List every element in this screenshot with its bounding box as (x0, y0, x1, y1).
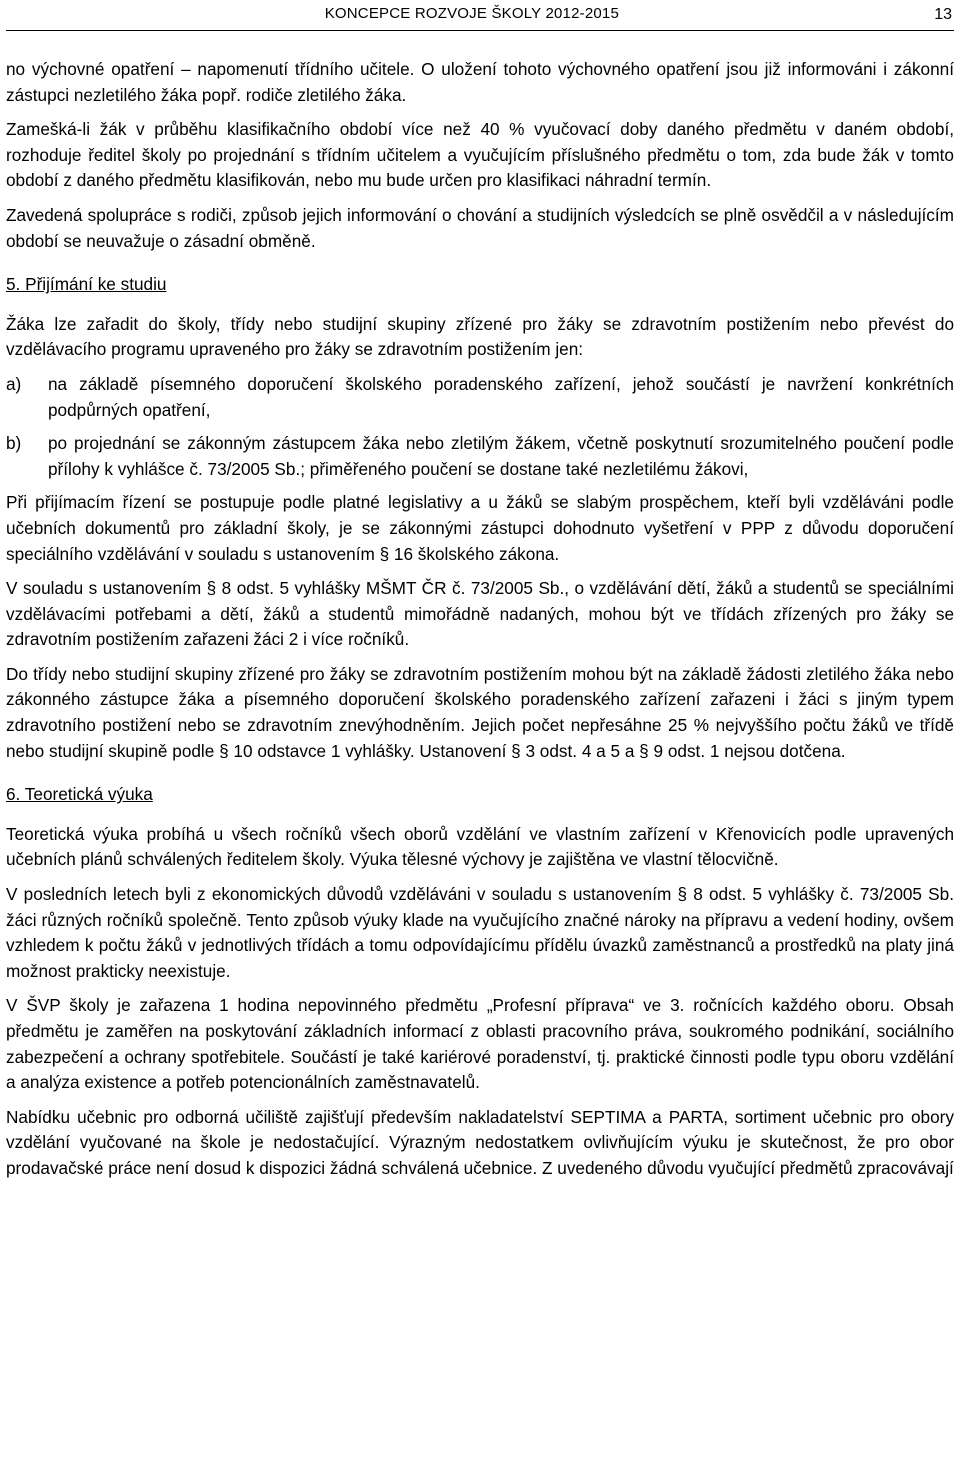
section-heading-5 (6, 272, 954, 298)
paragraph: Do třídy nebo studijní skupiny zřízené pro žáky se zdravotním postižením mohou být na základě žádosti zletilého žáka nebo zákonného zástupce žáka a písemného doporučení školského poradenského zařízení zařazeni i žáci s jiným typem zdravotního postižení nebo se zdravotním znevýhodněním. Jejich počet nepřesáhne 25 % nejvyššího počtu žáků ve třídě nebo studijní skupině podle § 10 odstavce 1 vyhlášky. Ustanovení § 3 odst. 4 a 5 a § 9 odst. 1 nejsou dotčena. (6, 663, 954, 761)
section-heading-text: 5. Přijímání ke studiu (6, 274, 167, 295)
list-marker: a) (6, 373, 22, 394)
list-item-text: na základě písemného doporučení školského poradenského zařízení, jehož součástí je navržení konkrétních podpůrných opatření, (48, 373, 954, 420)
paragraph: no výchovné opatření – napomenutí třídního učitele. O uložení tohoto výchovného opatření jsou již informováni i zákonní zástupci nezletilého žáka popř. rodiče zletilého žáka. (6, 59, 954, 105)
paragraph: Při přijímacím řízení se postupuje podle platné legislativy a u žáků se slabým prospěchem, kteří byli vzděláváni podle učebních dokumentů pro základní školy, je se zákonnými zástupci dohodnuto vyšetření v PPP z důvodu doporučení speciálního vzdělávání v souladu s ustanovením § 16 školského zákona. (6, 492, 954, 564)
list-marker: b) (6, 433, 22, 454)
section-heading-6 (6, 782, 954, 808)
paragraph: Zamešká-li žák v průběhu klasifikačního období více než 40 % vyučovací doby daného předmětu v daném období, rozhoduje ředitel školy po projednání s třídním učitelem a vyučujícím příslušného předmětu o tom, zda bude žák v tomto období z daného předmětu klasifikován, nebo mu bude určen pro klasifikaci náhradní termín. (6, 119, 954, 191)
list-item (6, 372, 954, 423)
page-header (6, 0, 954, 31)
header-title: KONCEPCE ROZVOJE ŠKOLY 2012-2015 (324, 5, 619, 22)
paragraph: Zavedená spolupráce s rodiči, způsob jejich informování o chování a studijních výsledcích se plně osvědčil a v následujícím období se neuvažuje o zásadní obměně. (6, 204, 954, 251)
paragraph: Nabídku učebnic pro odborná učiliště zajišťují především nakladatelství SEPTIMA a PARTA, sortiment učebnic pro obory vzdělání vyučované na škole je nedostačující. Výrazným nedostatkem ovlivňujícím výuku je skutečnost, že pro obor prodavačské práce není dosud k dispozici žádná schválená učebnice. Z uvedeného důvodu vyučující předmětů zpracovávají (6, 1106, 954, 1178)
paragraph: V souladu s ustanovením § 8 odst. 5 vyhlášky MŠMT ČR č. 73/2005 Sb., o vzdělávání dětí, žáků a studentů se speciálními vzdělávacími potřebami a dětí, žáků a studentů mimořádně nadaných, mohou být ve třídách zřízených pro žáky se zdravotním postižením zařazeni žáci 2 i více ročníků. (6, 578, 954, 650)
paragraph: V posledních letech byli z ekonomických důvodů vzděláváni v souladu s ustanovením § 8 odst. 5 vyhlášky č. 73/2005 Sb. žáci různých ročníků společně. Tento způsob výuky klade na vyučujícího značné nároky na přípravu a vedení hodiny, ovšem vzhledem k počtu žáků v jednotlivých třídách a tomu odpovídajícímu přídělu úvazků zaměstnanců a prostředků na platy jiná možnost prakticky neexistuje. (6, 884, 954, 981)
paragraph: Teoretická výuka probíhá u všech ročníků všech oborů vzdělání ve vlastním zařízení v Křenovicích podle upravených učebních plánů schválených ředitelem školy. Výuka tělesné výchovy je zajištěna ve vlastní tělocvičně. (6, 823, 954, 870)
section-heading-text: 6. Teoretická výuka (6, 784, 153, 805)
list-item-text: po projednání se zákonným zástupcem žáka nebo zletilým žákem, včetně poskytnutí srozumitelného poučení podle přílohy k vyhlášce č. 73/2005 Sb.; přiměřeného poučení se dostane také nezletilému žákovi, (48, 433, 954, 479)
paragraph: V ŠVP školy je zařazena 1 hodina nepovinného předmětu „Profesní příprava“ ve 3. ročnících každého oboru. Obsah předmětu je zaměřen na poskytování základních informací z oblasti pracovního práva, soukromého podnikání, sociálního zabezpečení a ochrany spotřebitele. Součástí je také kariérové poradenství, tj. praktické činnosti podle typu oboru vzdělání a analýza existence a potřeb potencionálních zaměstnavatelů. (6, 995, 954, 1093)
paragraph: Žáka lze zařadit do školy, třídy nebo studijní skupiny zřízené pro žáky se zdravotním postižením nebo převést do vzdělávacího programu upraveného pro žáky se zdravotním postižením jen: (6, 313, 954, 360)
list-item (6, 431, 954, 482)
page-number: 13 (934, 6, 952, 23)
document-body (6, 31, 954, 1182)
